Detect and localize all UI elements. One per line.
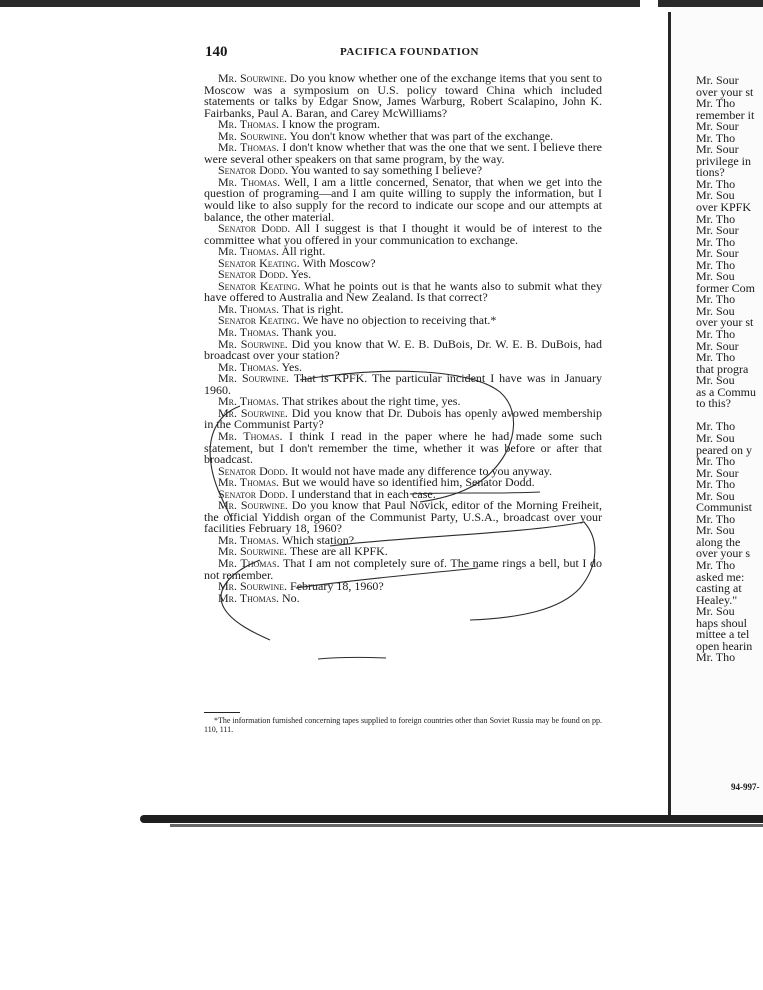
transcript-paragraph <box>204 428 603 467</box>
transcript-paragraph <box>204 73 602 119</box>
speech-text: You wanted to say something I believe? <box>290 163 483 178</box>
speaker-name: Senator Dodd. <box>218 163 289 178</box>
right-page-line: Mr. Sou <box>696 188 735 203</box>
speech-text: Which station? <box>281 532 355 547</box>
speaker-name: Mr. Sourwine. <box>218 498 288 513</box>
footnote-rule <box>204 712 240 713</box>
right-page-line: Mr. Tho <box>696 96 736 111</box>
footnote: *The information furnished concerning tapes supplied to foreign countries other than Soviet Russia may be found on pp. 110, 111. <box>204 716 602 734</box>
speech-text: I know the program. <box>282 117 380 132</box>
right-page-line: that progra <box>696 361 749 376</box>
right-page-line: former Com <box>696 280 755 295</box>
speech-text: Did you know that W. E. B. DuBois, Dr. W. E. B. DuBois, had broadcast over your station? <box>204 336 602 363</box>
right-page-line: Mr. Sour <box>696 338 739 353</box>
right-page-line: Mr. Sour <box>696 75 739 87</box>
speaker-name: Mr. Thomas. <box>218 325 280 340</box>
running-head: PACIFICA FOUNDATION <box>340 46 479 58</box>
speech-text: I understand that in each case. <box>291 486 436 501</box>
right-page-line: peared on y <box>696 442 752 457</box>
speaker-name: Senator Dodd. <box>218 267 289 282</box>
right-page-line: Mr. Tho <box>696 176 736 191</box>
right-page-line: Mr. Tho <box>696 234 736 249</box>
speaker-name: Mr. Sourwine. <box>218 405 288 420</box>
right-page-line: Mr. Sou <box>696 523 735 538</box>
speaker-name: Mr. Thomas. <box>218 555 280 570</box>
right-page-line: over your st <box>696 315 754 330</box>
right-page-line: Mr. Tho <box>696 650 736 664</box>
transcript-body <box>204 73 602 604</box>
right-page-line: mittee a tel <box>696 627 750 642</box>
speaker-name: Mr. Sourwine. <box>218 544 288 559</box>
pencil-strike-3 <box>318 657 386 659</box>
speech-text: But we would have so identified him, Senator Dodd. <box>282 475 535 490</box>
right-page-line: privilege in <box>696 153 751 168</box>
speaker-name: Senator Dodd. <box>218 221 291 236</box>
speech-text: That I am not completely sure of. The name rings a bell, but I do not remember. <box>204 555 603 582</box>
speaker-name: Mr. Sourwine. <box>218 128 288 143</box>
speech-text: You don't know whether that was part of the exchange. <box>289 128 554 143</box>
speech-text: All right. <box>281 244 326 259</box>
speech-text: February 18, 1960? <box>290 579 384 594</box>
right-page-line: Mr. Tho <box>696 211 736 226</box>
speaker-name: Senator Dodd. <box>218 463 289 478</box>
speech-text: Do you know whether one of the exchange items that you sent to Moscow was a symposium on U.S. policy toward China which included statements or talks by Edgar Snow, James Warburg, Robert Scalapino, John K. Fairbanks, Paul A. Baran, and Carey McWilliams? <box>204 71 602 120</box>
speaker-name: Mr. Thomas. <box>218 117 280 132</box>
right-page-line: Communist <box>696 500 753 515</box>
right-page-line: Mr. Sou <box>696 269 735 284</box>
speaker-name: Mr. Sourwine. <box>218 71 288 85</box>
speech-text: That is KPFK. The particular incident I have was in January 1960. <box>204 371 602 397</box>
speech-text: I think I read in the paper where he had made some such statement, but I don't remember the time, whether it was before or after that broadcast. <box>204 428 603 467</box>
right-page-line: Mr. Tho <box>696 130 736 145</box>
right-page-line: over your s <box>696 546 750 561</box>
right-page-line: haps shoul <box>696 615 747 630</box>
right-page-line: to this? <box>696 396 731 411</box>
speaker-name: Mr. Thomas. <box>218 140 280 155</box>
right-page-line: as a Commu <box>696 384 756 399</box>
speech-text: Yes. <box>290 267 312 282</box>
right-page-line: Mr. Sour <box>696 142 739 157</box>
right-page-fragment <box>696 75 763 664</box>
speech-text: That is right. <box>281 301 344 316</box>
right-page-line: Mr. Sou <box>696 430 735 445</box>
right-page-line: Mr. Sou <box>696 604 735 619</box>
speech-text: What he points out is that he wants also to submit what they have offered to Australia and New Zealand. Is that correct? <box>204 278 602 305</box>
right-page-line: Mr. Tho <box>696 257 736 272</box>
speech-text: That strikes about the right time, yes. <box>281 394 461 409</box>
transcript-paragraph <box>204 590 602 605</box>
right-page-line: Mr. Tho <box>696 557 736 572</box>
right-page-line: Mr. Sou <box>696 488 735 503</box>
speech-text: It would not have made any difference to you anyway. <box>291 463 553 478</box>
right-page-line: Mr. Tho <box>696 454 736 469</box>
speech-text: These are all KPFK. <box>289 544 388 559</box>
speech-text: With Moscow? <box>302 255 376 270</box>
right-page-footer: 94-997- <box>731 782 760 792</box>
speaker-name: Mr. Thomas. <box>218 394 280 409</box>
speech-text: Thank you. <box>281 325 337 340</box>
speech-text: No. <box>282 590 300 605</box>
transcript-paragraph <box>204 223 602 246</box>
transcript-paragraph <box>204 336 602 363</box>
speaker-name: Mr. Thomas. <box>218 532 280 547</box>
right-page-line: Mr. Sour <box>696 465 739 480</box>
page-bottom-edge <box>140 815 763 823</box>
speaker-name: Mr. Thomas. <box>218 590 280 605</box>
transcript-paragraph <box>204 174 603 224</box>
page-gutter <box>668 12 671 820</box>
speaker-name: Mr. Thomas. <box>218 428 283 443</box>
speech-text: Well, I am a little concerned, Senator, that when we get into the question of programing—and I am quite willing to supply the information, but I would like to also supply for the record to indicate our scope and our attempts at balance, the other material. <box>204 174 603 224</box>
right-page-line: Mr. Sou <box>696 373 735 388</box>
speech-text: We have no objection to receiving that.* <box>302 313 497 328</box>
right-page-line: Mr. Tho <box>696 477 736 492</box>
speech-text: Do you know that Paul Novick, editor of the Morning Freiheit, the official Yiddish organ of the Communist Party, U.S.A., broadcast over your facilities February 18, 1960? <box>204 498 602 536</box>
right-page-line: tions? <box>696 165 725 180</box>
speaker-name: Mr. Thomas. <box>218 475 280 490</box>
transcript-paragraph <box>204 500 602 535</box>
page-number: 140 <box>205 44 228 60</box>
right-page-line: remember it <box>696 107 755 122</box>
right-page-line: along the <box>696 534 741 549</box>
speaker-name: Mr. Thomas. <box>218 359 280 374</box>
speaker-name: Senator Keating. <box>218 313 300 328</box>
speaker-name: Mr. Thomas. <box>218 301 280 316</box>
transcript-paragraph <box>204 405 603 432</box>
right-page-line: Mr. Tho <box>696 511 736 526</box>
right-page-line: casting at <box>696 581 742 596</box>
speech-text: Did you know that Dr. Dubois has openly avowed membership in the Communist Party? <box>204 405 603 432</box>
transcript-paragraph <box>204 373 602 396</box>
transcript-paragraph <box>204 555 603 582</box>
speaker-name: Mr. Sourwine. <box>218 371 289 386</box>
speaker-name: Senator Keating. <box>218 278 301 293</box>
right-page-line: Mr. Tho <box>696 419 736 434</box>
right-page-line: asked me: <box>696 569 745 584</box>
right-page-line: Mr. Sour <box>696 223 739 238</box>
speaker-name: Senator Keating. <box>218 255 300 270</box>
right-page-line: Healey." <box>696 592 738 607</box>
right-page-line: Mr. Sou <box>696 303 735 318</box>
right-page-line: Mr. Tho <box>696 350 736 365</box>
page-bottom-shadow <box>170 824 763 827</box>
transcript-paragraph <box>204 278 602 305</box>
speaker-name: Mr. Sourwine. <box>218 336 288 351</box>
right-page-line: Mr. Sour <box>696 246 739 261</box>
scan-top-gap <box>640 0 658 7</box>
speech-text: I don't know whether that was the one that we sent. I believe there were several other speakers on that same program, by the way. <box>204 140 603 166</box>
right-page-line: open hearin <box>696 638 753 653</box>
right-page-line: Mr. Tho <box>696 292 736 307</box>
right-page-line: Mr. Sour <box>696 119 739 134</box>
right-page-line: over your st <box>696 84 754 99</box>
speech-text: All I suggest is that I thought it would be of interest to the committee what you offered in your communication to exchange. <box>204 221 603 247</box>
transcript-paragraph <box>204 142 602 165</box>
speaker-name: Mr. Sourwine. <box>218 579 288 594</box>
right-page-line: over KPFK <box>696 200 752 215</box>
speech-text: Yes. <box>281 359 303 374</box>
right-page-line: Mr. Tho <box>696 327 736 342</box>
speaker-name: Mr. Thomas. <box>218 174 281 189</box>
speaker-name: Mr. Thomas. <box>218 244 280 259</box>
speaker-name: Senator Dodd. <box>218 486 289 501</box>
